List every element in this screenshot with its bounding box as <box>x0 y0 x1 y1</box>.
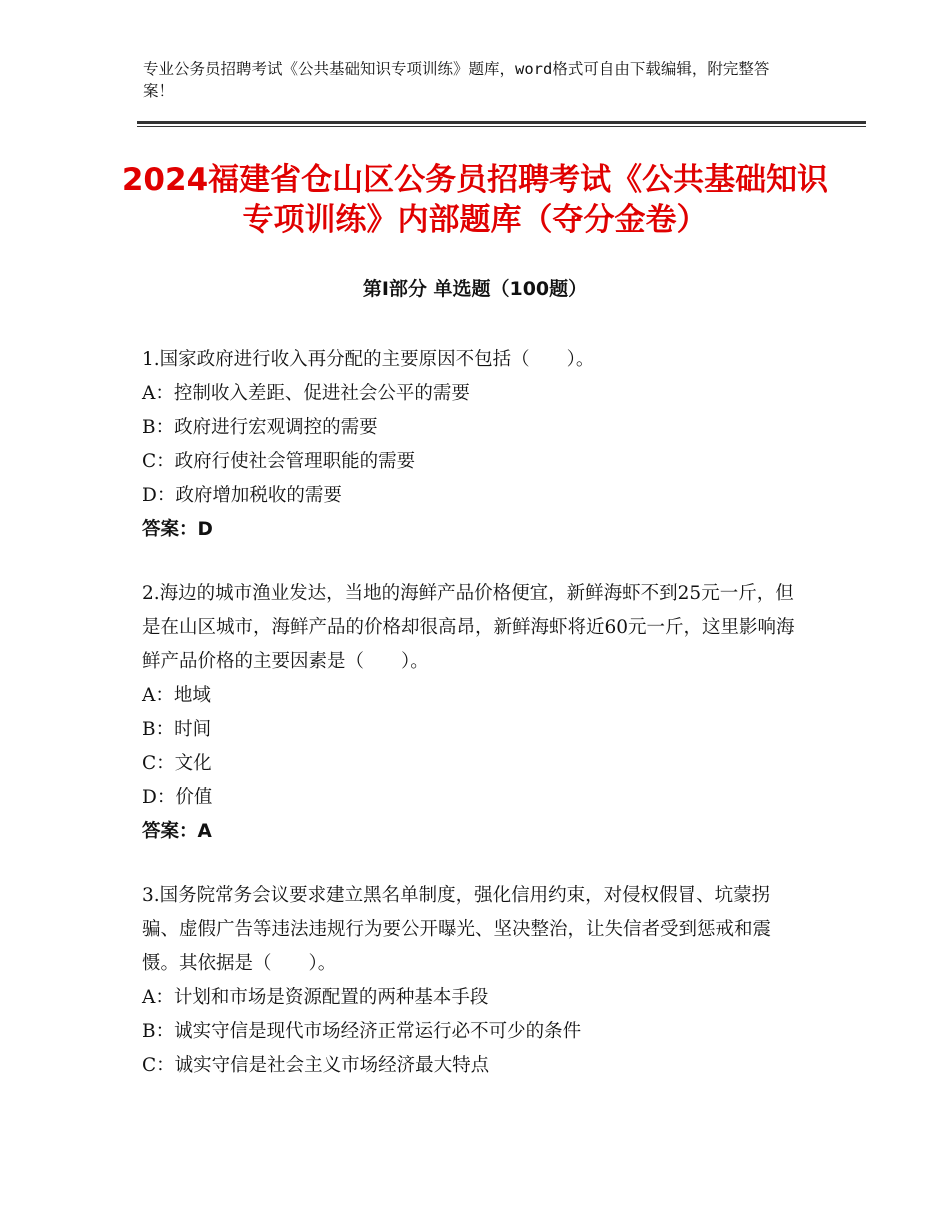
option-c: C：诚实守信是社会主义市场经济最大特点 <box>142 1055 490 1076</box>
option-d: D：政府增加税收的需要 <box>142 485 342 506</box>
question-stem: 3.国务院常务会议要求建立黑名单制度，强化信用约束，对侵权假冒、坑蒙拐骗、虚假广告等违法违规行为要公开曝光、坚决整治，让失信者受到惩戒和震慑。其依据是（ ）。 <box>142 885 772 974</box>
question-list <box>142 343 802 1113</box>
option-a: A：控制收入差距、促进社会公平的需要 <box>142 383 470 404</box>
answer: 答案：D <box>142 519 213 540</box>
option-b: B：诚实守信是现代市场经济正常运行必不可少的条件 <box>142 1021 582 1042</box>
question-3 <box>142 879 802 1083</box>
option-a: A：地域 <box>142 685 211 706</box>
question-stem: 2.海边的城市渔业发达，当地的海鲜产品价格便宜，新鲜海虾不到25元一斤，但是在山区城市，海鲜产品的价格却很高昂，新鲜海虾将近60元一斤，这里影响海鲜产品价格的主要因素是（ ）。 <box>142 583 795 672</box>
answer: 答案：A <box>142 821 212 842</box>
question-2 <box>142 577 802 849</box>
option-d: D：价值 <box>142 787 213 808</box>
option-b: B：政府进行宏观调控的需要 <box>142 417 378 438</box>
header-divider-thick <box>137 121 866 124</box>
header-note: 专业公务员招聘考试《公共基础知识专项训练》题库，word格式可自由下载编辑，附完整答案！ <box>143 60 770 100</box>
section-title: 第Ⅰ部分 单选题（100题） <box>362 278 588 300</box>
document-title: 2024福建省仓山区公务员招聘考试《公共基础知识专项训练》内部题库（夺分金卷） <box>121 162 829 238</box>
question-1 <box>142 343 802 547</box>
question-stem: 1.国家政府进行收入再分配的主要原因不包括（ ）。 <box>142 349 595 370</box>
option-b: B：时间 <box>142 719 212 740</box>
option-c: C：政府行使社会管理职能的需要 <box>142 451 416 472</box>
option-a: A：计划和市场是资源配置的两种基本手段 <box>142 987 489 1008</box>
header-divider-thin <box>137 126 866 127</box>
option-c: C：文化 <box>142 753 212 774</box>
